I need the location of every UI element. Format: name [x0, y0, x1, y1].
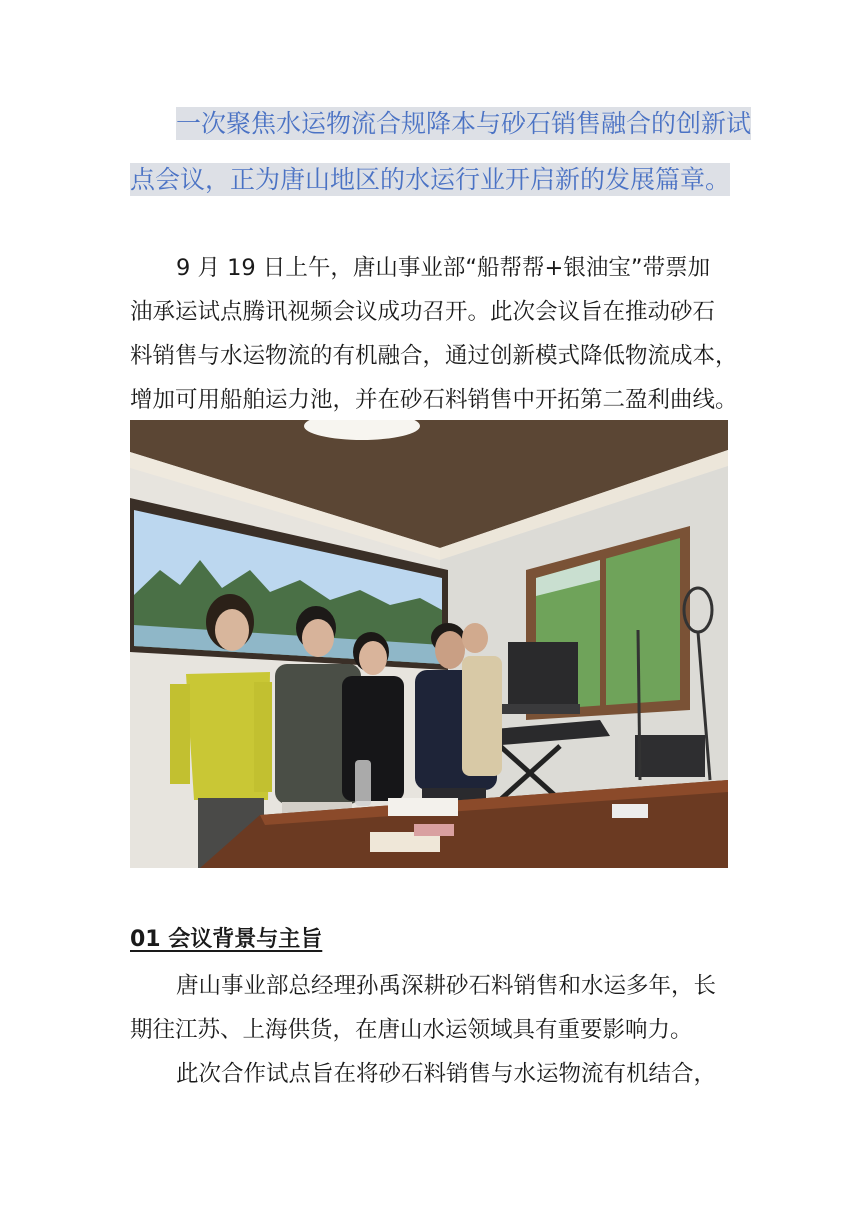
- intro-line-4: 增加可用船舶运力池，并在砂石料销售中开拓第二盈利曲线。: [130, 387, 738, 413]
- intro-paragraph: [130, 246, 738, 422]
- section-paragraph: [130, 964, 730, 1096]
- section-line-2: 期往江苏、上海供货，在唐山水运领域具有重要影响力。: [130, 1017, 693, 1043]
- meeting-photo: [130, 420, 728, 868]
- highlight-line-2: 点会议，正为唐山地区的水运行业开启新的发展篇章。: [130, 165, 731, 194]
- intro-line-1: 9 月 19 日上午，唐山事业部“船帮帮+银油宝”带票加: [176, 255, 711, 281]
- highlighted-intro: [130, 106, 752, 198]
- highlight-line-1: 一次聚焦水运物流合规降本与砂石销售融合的创新试: [176, 109, 752, 138]
- section-line-3: 此次合作试点旨在将砂石料销售与水运物流有机结合，: [176, 1061, 717, 1087]
- intro-line-3: 料销售与水运物流的有机融合，通过创新模式降低物流成本，: [130, 343, 738, 369]
- intro-line-2: 油承运试点腾讯视频会议成功召开。此次会议旨在推动砂石: [130, 299, 716, 325]
- section-heading: 01 会议背景与主旨: [130, 927, 323, 952]
- meeting-photo-illustration: [130, 420, 728, 868]
- section-line-1: 唐山事业部总经理孙禹深耕砂石料销售和水运多年，长: [176, 973, 717, 999]
